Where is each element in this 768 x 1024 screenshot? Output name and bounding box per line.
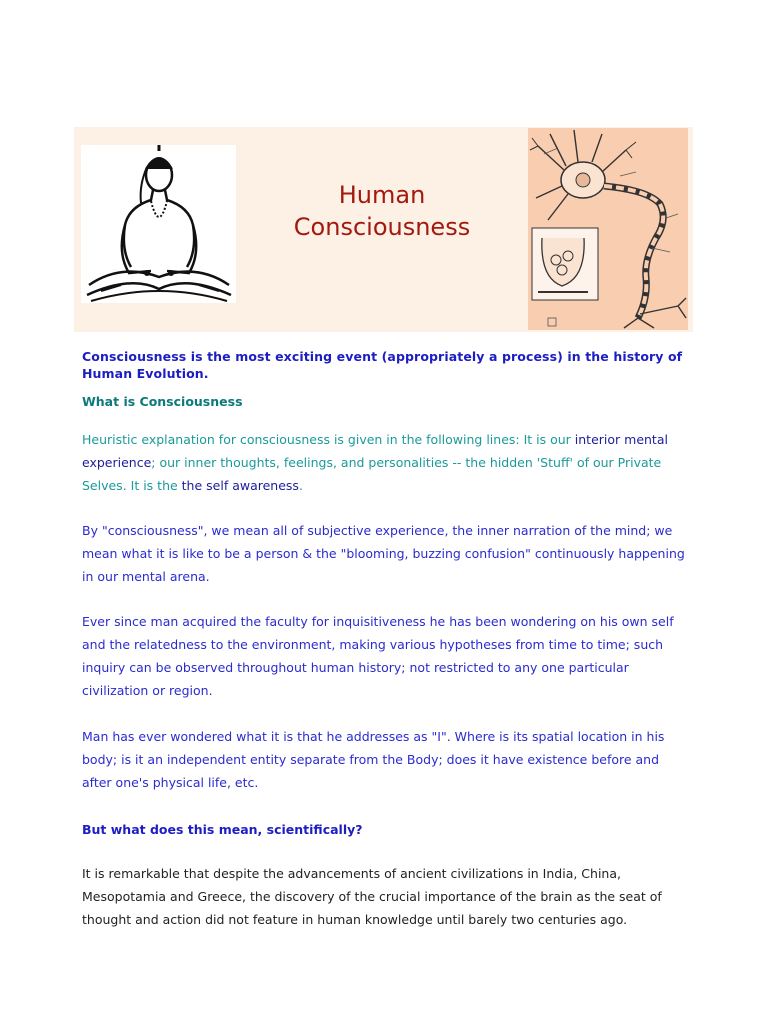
- neuron-diagram: [528, 128, 688, 330]
- section-heading-what-is-consciousness: What is Consciousness: [82, 394, 243, 409]
- paragraph-definition: By "consciousness", we mean all of subjective experience, the inner narration of the mind; we mean what it is like to be a person & the "blooming, buzzing confusion" continuously happening in our mental arena.: [82, 523, 685, 584]
- paragraph-heuristic: [82, 428, 692, 497]
- paragraph-heuristic-part-b: interior mental experience: [82, 432, 668, 470]
- paragraph-self: Man has ever wondered what it is that he addresses as "I". Where is its spatial location in his body; is it an independent entity separate from the Body; does it have existence before and after one's physical life, etc.: [82, 729, 665, 790]
- banner-title-line2: Consciousness: [293, 213, 471, 241]
- paragraph-heuristic-part-a: Heuristic explanation for consciousness is given in the following lines: It is our: [82, 432, 575, 447]
- neuron-diagram-image: [528, 128, 688, 330]
- section-heading-scientifically: But what does this mean, scientifically?: [82, 822, 363, 837]
- paragraph-brain-history: It is remarkable that despite the advancements of ancient civilizations in India, China, Mesopotamia and Greece, the discovery of the crucial importance of the brain as the seat of thought and action did not feature in human knowledge until barely two centuries ago.: [82, 866, 662, 927]
- paragraph-heuristic-part-e: .: [298, 478, 303, 493]
- meditating-figure-image: [81, 145, 236, 303]
- paragraph-inquisitiveness: Ever since man acquired the faculty for inquisitiveness he has been wondering on his own self and the relatedness to the environment, making various hypotheses from time to time; such inquiry can be observed throughout human history; not restricted to any one particular civilization or region.: [82, 614, 674, 698]
- title-banner: [74, 127, 693, 332]
- paragraph-heuristic-part-d: the self awareness: [181, 478, 299, 493]
- banner-title-line1: Human: [338, 181, 426, 209]
- meditating-figure-drawing: [81, 145, 236, 303]
- banner-title: [259, 179, 505, 243]
- intro-paragraph: Consciousness is the most exciting event (appropriately a process) in the history of Human Evolution.: [82, 349, 683, 381]
- paragraph-heuristic-part-c: ; our inner thoughts, feelings, and personalities -- the hidden 'Stuff' of our Private Selves. It is the: [82, 455, 662, 493]
